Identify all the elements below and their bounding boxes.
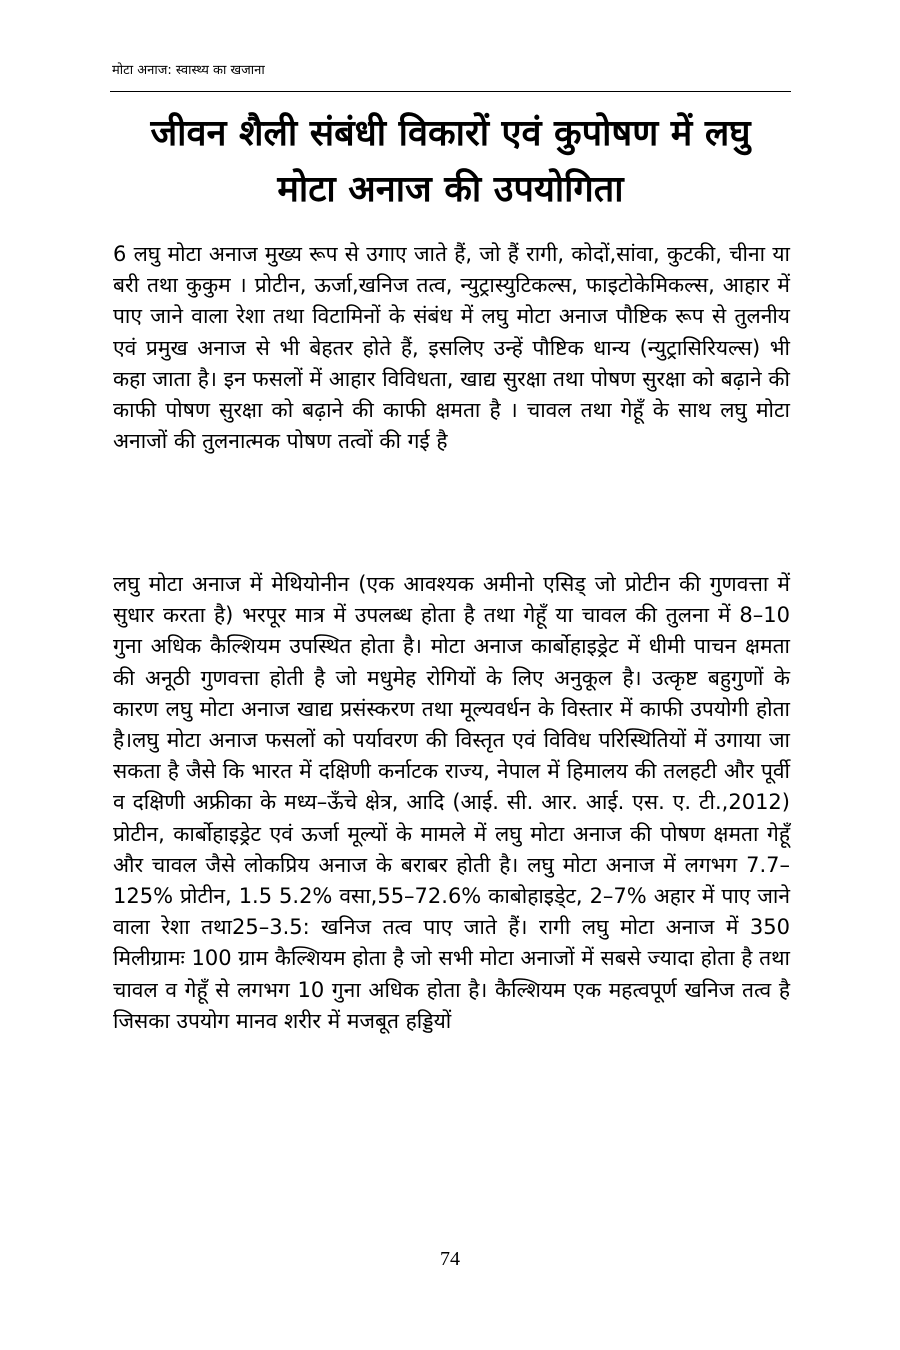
running-header: मोटा अनाज: स्वास्थ्य का खजाना: [112, 63, 265, 78]
title-line-1: जीवन शैली संबंधी विकारों एवं कुपोषण में लघु: [150, 113, 751, 154]
body-paragraph-1: 6 लघु मोटा अनाज मुख्य रूप से उगाए जाते हैं, जो हैं रागी, कोदों,सांवा, कुटकी, चीना या बरी तथा कुकुम । प्रोटीन, ऊर्जा,खनिज तत्व, न्युट्रास्युटिकल्स, फाइटोकेमिकल्स, आहार में पाए जाने वाला रेशा तथा विटामिनों के संबंध में लघु मोटा अनाज पौष्टिक रूप से तुलनीय एवं प्रमुख अनाज से भी बेहतर होते हैं, इसलिए उन्हें पौष्टिक धान्य (न्युट्रासिरियल्स) भी कहा जाता है। इन फसलों में आहार विविधता, खाद्य सुरक्षा तथा पोषण सुरक्षा को बढ़ाने की काफी पोषण सुरक्षा को बढ़ाने की काफी क्षमता है । चावल तथा गेहूँ के साथ लघु मोटा अनाजों की तुलनात्मक पोषण तत्वों की गई है: [113, 242, 790, 454]
body-paragraph-2: लघु मोटा अनाज में मेथियोनीन (एक आवश्यक अमीनो एसिड् जो प्रोटीन की गुणवत्ता में सुधार करता है) भरपूर मात्र में उपलब्ध होता है तथा गेहूँ या चावल की तुलना में 8–10 गुना अधिक कैल्शियम उपस्थित होता है। मोटा अनाज कार्बोहाइड्रेट में धीमी पाचन क्षमता की अनूठी गुणवत्ता होती है जो मधुमेह रोगियों के लिए अनुकूल है। उत्कृष्ट बहुगुणों के कारण लघु मोटा अनाज खाद्य प्रसंस्करण तथा मूल्यवर्धन के विस्तार में काफी उपयोगी होता है।लघु मोटा अनाज फसलों को पर्यावरण की विस्तृत एवं विविध परिस्थितियों में उगाया जा सकता है जैसे कि भारत में दक्षिणी कर्नाटक राज्य, नेपाल में हिमालय की तलहटी और पूर्वी व दक्षिणी अफ्रीका के मध्य–ऊँचे क्षेत्र, आदि (आई. सी. आर. आई. एस. ए. टी.,2012) प्रोटीन, कार्बोहाइड्रेट एवं ऊर्जा मूल्यों के मामले में लघु मोटा अनाज की पोषण क्षमता गेहूँ और चावल जैसे लोकप्रिय अनाज के बराबर होती है। लघु मोटा अनाज में लगभग 7.7–125% प्रोटीन, 1.5 5.2% वसा,55–72.6% काबोहाइडे्ट, 2–7% अहार में पाए जाने वाला रेशा तथा25–3.5: खनिज तत्व पाए जाते हैं। रागी लघु मोटा अनाज में 350 मिलीग्रामः 100 ग्राम कैल्शियम होता है जो सभी मोटा अनाजों में सबसे ज्यादा होता है तथा चावल व गेहूँ से लगभग 10 गुना अधिक होता है। कैल्शियम एक महत्वपूर्ण खनिज तत्व है जिसका उपयोग मानव शरीर में मजबूत हड्डियों: [113, 572, 790, 1033]
page-title: [110, 106, 791, 218]
title-line-2: मोटा अनाज की उपयोगिता: [277, 169, 624, 210]
page-number: 74: [440, 1248, 460, 1270]
header-divider: [110, 91, 791, 92]
